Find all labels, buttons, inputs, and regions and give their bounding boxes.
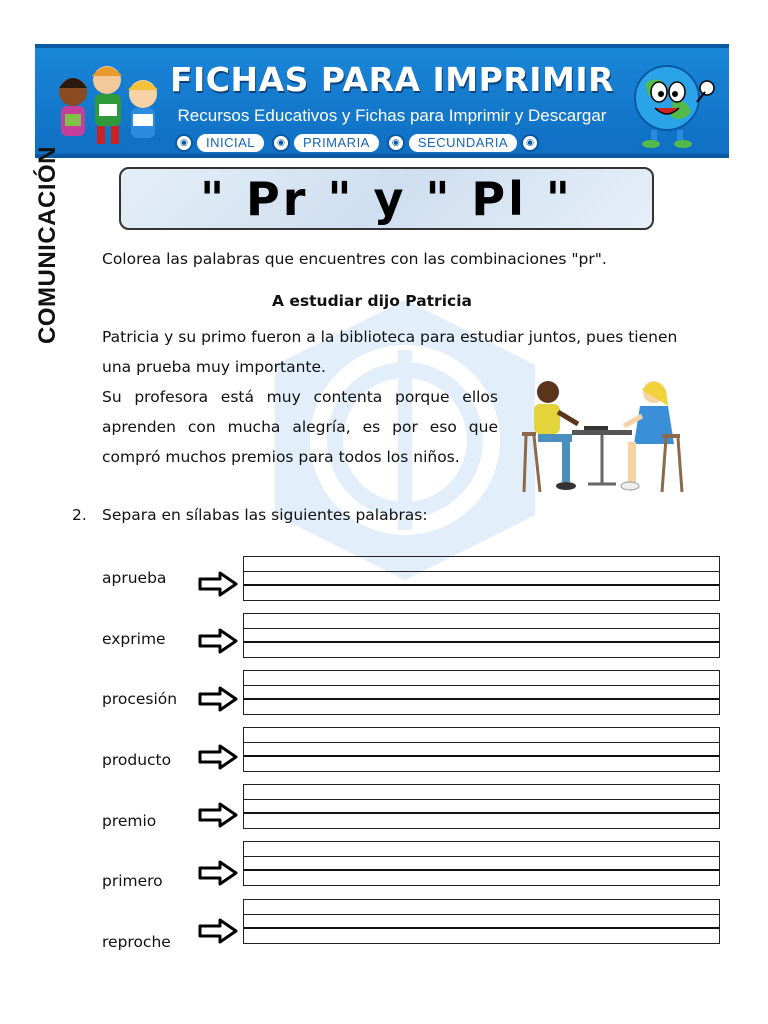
story-line-1: Patricia y su primo fueron a la biblioteca para estudiar juntos, pues tienen — [102, 328, 678, 346]
nav-bullet-icon: ◉ — [387, 134, 405, 152]
nav-secundaria-label: SECUNDARIA — [409, 134, 517, 152]
story-title: A estudiar dijo Patricia — [272, 292, 472, 310]
word-row — [0, 841, 768, 889]
answer-lines[interactable] — [243, 727, 720, 772]
arrow-right-icon — [198, 744, 238, 770]
word-label: primero — [102, 872, 163, 890]
word-row — [0, 556, 768, 604]
globe-mascot-icon — [621, 58, 721, 152]
word-label: reproche — [102, 933, 171, 951]
arrow-right-icon — [198, 628, 238, 654]
nav-primaria-label: PRIMARIA — [294, 134, 379, 152]
banner-nav — [175, 134, 539, 152]
word-row — [0, 613, 768, 661]
arrow-right-icon — [198, 918, 238, 944]
instruction-1: Colorea las palabras que encuentres con las combinaciones "pr". — [102, 250, 607, 268]
students-at-table-icon — [512, 372, 692, 498]
nav-bullet-icon: ◉ — [272, 134, 290, 152]
banner-subtitle: Recursos Educativos y Fichas para Imprimir y Descargar — [177, 106, 607, 125]
page-title: " Pr " y " Pl " — [200, 171, 573, 226]
kids-reading-icon — [45, 54, 165, 152]
arrow-right-icon — [198, 571, 238, 597]
word-row — [0, 899, 768, 951]
title-box — [119, 167, 654, 230]
story-line-2: una prueba muy importante. — [102, 358, 326, 376]
word-label: producto — [102, 751, 172, 769]
arrow-right-icon — [198, 860, 238, 886]
answer-lines[interactable] — [243, 613, 720, 658]
word-label: exprime — [102, 630, 166, 648]
word-row — [0, 670, 768, 718]
story-line-5: compró muchos premios para todos los niños. — [102, 448, 460, 466]
word-label: procesión — [102, 690, 178, 708]
word-label: aprueba — [102, 569, 167, 587]
question-2 — [72, 506, 428, 524]
nav-bullet-icon: ◉ — [175, 134, 193, 152]
nav-bullet-icon: ◉ — [521, 134, 539, 152]
nav-secundaria[interactable] — [387, 134, 539, 152]
answer-lines[interactable] — [243, 556, 720, 601]
arrow-right-icon — [198, 686, 238, 712]
answer-lines[interactable] — [243, 670, 720, 715]
answer-lines[interactable] — [243, 841, 720, 886]
word-label: premio — [102, 812, 157, 830]
nav-inicial[interactable] — [175, 134, 264, 152]
arrow-right-icon — [198, 802, 238, 828]
story-paragraph-2 — [102, 382, 498, 472]
banner-title: FICHAS PARA IMPRIMIR — [169, 60, 615, 99]
answer-lines[interactable] — [243, 899, 720, 944]
header-banner — [35, 44, 729, 158]
side-label-subject: COMUNICACIÓN — [34, 146, 61, 344]
word-row — [0, 727, 768, 775]
nav-inicial-label: INICIAL — [197, 134, 264, 152]
word-row — [0, 784, 768, 832]
question-number: 2. — [72, 506, 87, 524]
question-2-text: Separa en sílabas las siguientes palabras: — [102, 506, 428, 524]
story-line-3: Su profesora está muy contenta porque ellos — [102, 388, 498, 406]
nav-primaria[interactable] — [272, 134, 379, 152]
answer-lines[interactable] — [243, 784, 720, 829]
story-line-4: aprenden con mucha alegría, es por eso que — [102, 418, 498, 436]
